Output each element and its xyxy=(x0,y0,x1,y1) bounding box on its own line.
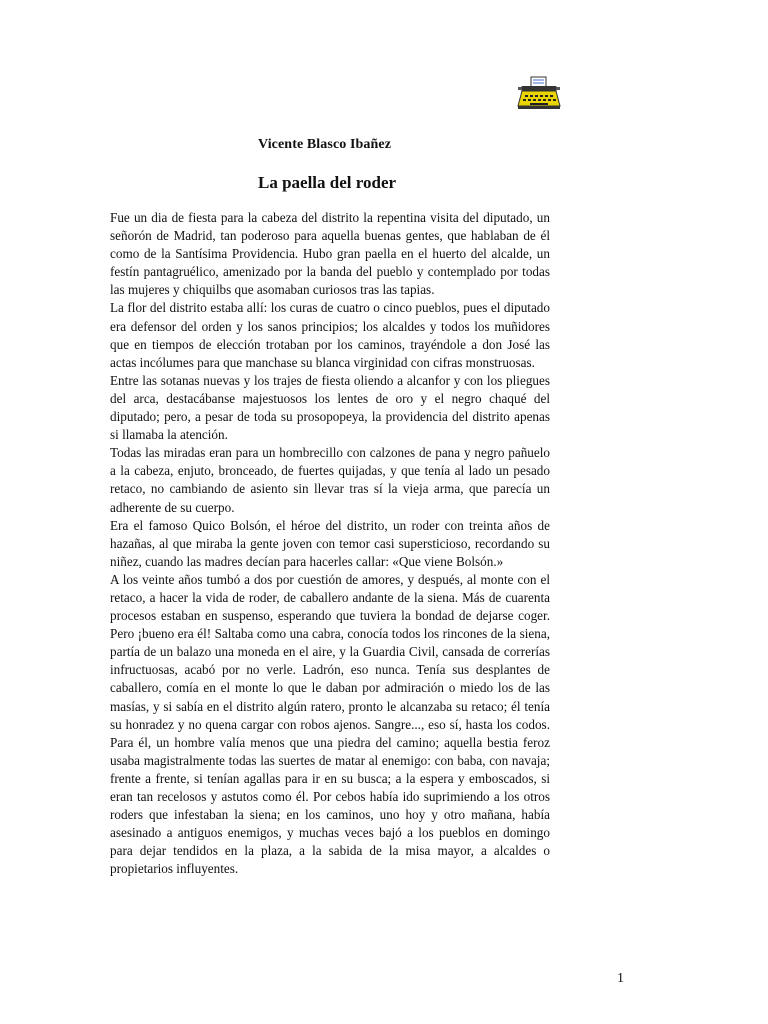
page-number: 1 xyxy=(617,971,624,986)
typewriter-icon xyxy=(516,76,562,110)
document-title: La paella del roder xyxy=(258,173,397,192)
paragraph: Entre las sotanas nuevas y los trajes de fiesta oliendo a alcanfor y con los pliegues del arca, destacábanse majestuosos los lentes de oro y el negro chaqué del diputado; pero, a pesar de toda su prosopopeya, la providencia del distrito apenas si llamaba la atención. xyxy=(110,372,550,443)
paragraph: Era el famoso Quico Bolsón, el héroe del distrito, un roder con treinta años de hazañas, al que miraba la gente joven con temor casi supersticioso, recordando su niñez, cuando las madres decían para hacerles callar: «Que viene Bolsón.» xyxy=(110,517,550,569)
paragraph: Fue un dia de fiesta para la cabeza del distrito la repentina visita del diputado, un señorón de Madrid, tan poderoso para aquella buenas gentes, que hablaban de él como de la Santísima Providencia. Hubo gran paella en el huerto del alcalde, un festín pantagruélico, amenizado por la banda del pueblo y contemplado por todas las mujeres y chiquilbs que asomaban curiosos tras las tapias. xyxy=(110,210,550,298)
body-text xyxy=(110,209,550,878)
author-name: Vicente Blasco Ibañez xyxy=(258,137,392,152)
paragraph: La flor del distrito estaba allí: los curas de cuatro o cinco pueblos, pues el diputado era defensor del orden y los sanos principios; los alcaldes y todos los muñidores que en tiempos de elección trotaban por los caminos, trayéndole a don José las actas incólumes para que manchase su blanca virginidad con cifras monstruosas. xyxy=(110,300,550,370)
paragraph: Todas las miradas eran para un hombrecillo con calzones de pana y negro pañuelo a la cabeza, enjuto, bronceado, de fuertes quijadas, y que tenía al lado un pesado retaco, no cambiando de asiento sin llevar tras sí la vieja arma, que parecía un adherente de su cuerpo. xyxy=(110,445,550,515)
paragraph: A los veinte años tumbó a dos por cuestión de amores, y después, al monte con el retaco, a hacer la vida de roder, de caballero andante de la siena. Más de cuarenta procesos estaban en suspenso, esperando que tuviera la bondad de dejarse coger. Pero ¡bueno era él! Saltaba como una cabra, conocía todos los rincones de la siena, partía de un balazo una moneda en el aire, y la Guardia Civil, cansada de correrías infructuosas, acabó por no verle. Ladrón, eso nunca. Tenía sus desplantes de caballero, comía en el monte lo que le daban por admiración o miedo los de las masías, y si sabía en el distrito algún ratero, pronto le alcanzaba su retaco; él tenía su honradez y no quena cargar con robos ajenos. Sangre..., eso sí, hasta los codos. Para él, un hombre valía menos que una piedra del camino; aquella bestia feroz usaba magistralmente todas las suertes de matar al enemigo: con baba, con navaja; frente a frente, si tenían agallas para ir en su busca; a la espera y emboscados, si eran tan recelosos y astutos como él. Por cebos había ido suprimiendo a los otros roders que infestaban la siena; en los caminos, uno hoy y otro mañana, había asesinado a antiguos enemigos, y muchas veces bajó a los pueblos en domingo para dejar tendidos en la plaza, a la sabida de la misa mayor, a alcaldes o propietarios influyentes. xyxy=(110,571,550,877)
